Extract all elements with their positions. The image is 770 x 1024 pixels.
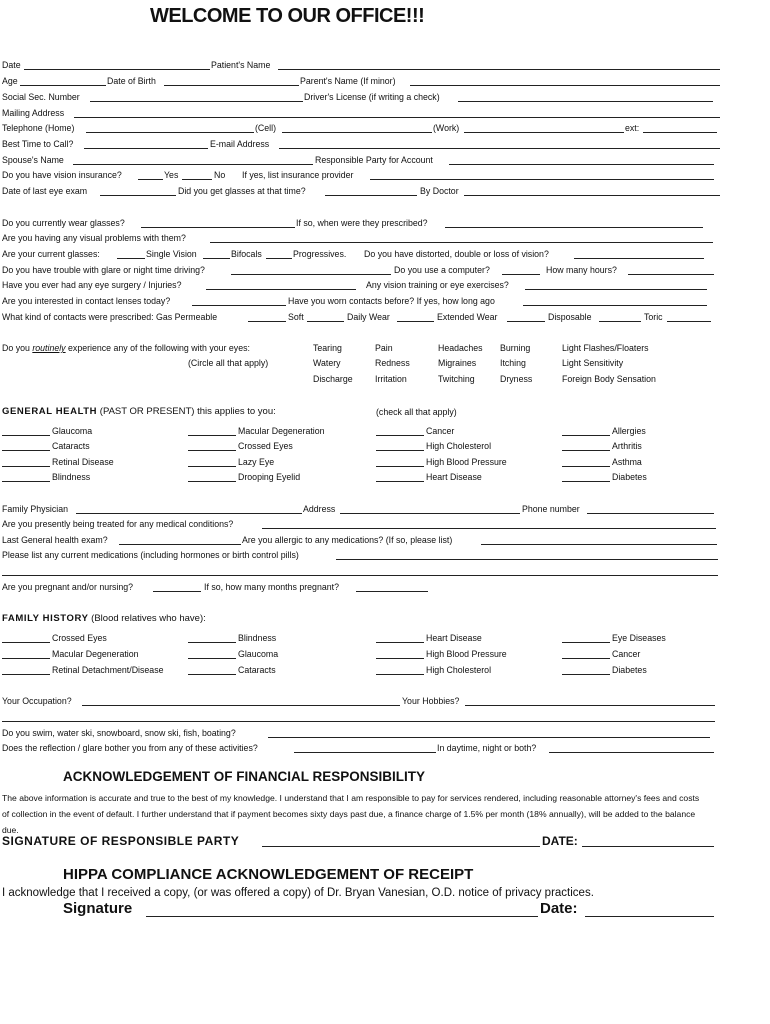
vision-training-field[interactable]: [525, 280, 707, 290]
eye-exam-label: Date of last eye exam: [2, 186, 88, 196]
address-field[interactable]: [340, 504, 520, 514]
telephone-field[interactable]: [86, 123, 254, 133]
condition-label: Retinal Detachment/Disease: [52, 665, 164, 675]
checkbox-line[interactable]: [376, 633, 424, 643]
best-time-label: Best Time to Call?: [2, 139, 74, 149]
cell-label: (Cell): [255, 123, 277, 133]
financial-date-label: DATE:: [542, 834, 578, 848]
license-field[interactable]: [458, 92, 713, 102]
condition-label: Cancer: [426, 426, 455, 436]
checkbox-line[interactable]: [562, 633, 610, 643]
extended-wear-field[interactable]: [507, 312, 545, 322]
checkbox-line[interactable]: [188, 441, 236, 451]
provider-label: If yes, list insurance provider: [242, 170, 354, 180]
months-field[interactable]: [356, 582, 428, 592]
row-contacts-kind: [0, 310, 770, 325]
row-age: [0, 74, 770, 89]
sports-field[interactable]: [268, 728, 710, 738]
phone-label: Phone number: [522, 504, 580, 514]
toric-label: Toric: [644, 312, 663, 322]
condition-label: Macular Degeneration: [52, 649, 139, 659]
condition-label: Diabetes: [612, 472, 647, 482]
worn-contacts-field[interactable]: [523, 296, 707, 306]
checkbox-line[interactable]: [2, 649, 50, 659]
progressives-field[interactable]: [266, 249, 292, 259]
reflection-label: Does the reflection / glare bother you from any of these activities?: [2, 743, 258, 753]
visual-problems-label: Are you having any visual problems with them?: [2, 233, 186, 243]
extended-wear-label: Extended Wear: [437, 312, 498, 322]
row-financial-signature: [0, 834, 770, 851]
symptom-dryness[interactable]: Dryness: [500, 374, 533, 384]
row-reflection: [0, 741, 770, 756]
address-label: Address: [303, 504, 336, 514]
cell-field[interactable]: [282, 123, 432, 133]
condition-label: Glaucoma: [52, 426, 93, 436]
pregnant-field[interactable]: [153, 582, 201, 592]
yes-label: Yes: [164, 170, 179, 180]
checkbox-line[interactable]: [562, 649, 610, 659]
checkbox-line[interactable]: [562, 665, 610, 675]
soft-label: Soft: [288, 312, 304, 322]
symptom-discharge[interactable]: Discharge: [313, 374, 353, 384]
allergic-field[interactable]: [481, 535, 717, 545]
when-label: In daytime, night or both?: [437, 743, 537, 753]
date-field[interactable]: [24, 60, 210, 70]
condition-label: Crossed Eyes: [238, 441, 293, 451]
condition-label: High Blood Pressure: [426, 457, 507, 467]
spouse-label: Spouse's Name: [2, 155, 64, 165]
symptom-redness[interactable]: Redness: [375, 358, 410, 368]
bifocals-field[interactable]: [203, 249, 230, 259]
condition-label: Blindness: [52, 472, 91, 482]
soft-field[interactable]: [307, 312, 344, 322]
condition-label: Allergies: [612, 426, 646, 436]
last-exam-label: Last General health exam?: [2, 535, 108, 545]
financial-date-field[interactable]: [582, 837, 714, 847]
medications-label: Please list any current medications (including hormones or birth control pills): [2, 550, 299, 560]
ext-label: ext:: [625, 123, 640, 133]
bifocals-label: Bifocals: [231, 249, 262, 259]
pregnant-label: Are you pregnant and/or nursing?: [2, 582, 134, 592]
occupation-field[interactable]: [82, 696, 400, 706]
progressives-label: Progressives.: [293, 249, 347, 259]
row-wear-glasses: [0, 216, 770, 231]
checkbox-line[interactable]: [2, 441, 50, 451]
insurance-yes-field[interactable]: [138, 170, 163, 180]
row-ssn: [0, 90, 770, 105]
symptom-migraines[interactable]: Migraines: [438, 358, 477, 368]
checkbox-line[interactable]: [188, 665, 236, 675]
row-medications-2: [0, 564, 770, 579]
eye-exam-field[interactable]: [100, 186, 176, 196]
row-physician: [0, 502, 770, 517]
license-label: Driver's License (if writing a check): [304, 92, 440, 102]
condition-label: Blindness: [238, 633, 277, 643]
spouse-field[interactable]: [73, 155, 313, 165]
checkbox-line[interactable]: [376, 441, 424, 451]
distorted-field[interactable]: [574, 249, 704, 259]
months-label: If so, how many months pregnant?: [204, 582, 339, 592]
mailing-label: Mailing Address: [2, 108, 65, 118]
row-telephone: [0, 121, 770, 136]
checkbox-line[interactable]: [188, 472, 236, 482]
symptoms-question-pre: Do you: [2, 343, 33, 353]
computer-field[interactable]: [502, 265, 540, 275]
checkbox-line[interactable]: [376, 665, 424, 675]
condition-label: Asthma: [612, 457, 642, 467]
disposable-label: Disposable: [548, 312, 592, 322]
general-health-sub: (PAST OR PRESENT) this applies to you:: [97, 406, 276, 417]
row-glare: [0, 263, 770, 278]
condition-label: Heart Disease: [426, 633, 482, 643]
work-label: (Work): [433, 123, 460, 133]
check-instruction: (check all that apply): [376, 407, 457, 417]
glare-label: Do you have trouble with glare or night time driving?: [2, 265, 205, 275]
hours-field[interactable]: [628, 265, 714, 275]
checkbox-line[interactable]: [188, 633, 236, 643]
glasses-time-field[interactable]: [325, 186, 417, 196]
checkbox-line[interactable]: [2, 665, 50, 675]
checkbox-line[interactable]: [2, 633, 50, 643]
prescribed-field[interactable]: [445, 218, 703, 228]
row-spouse: [0, 153, 770, 168]
phone-field[interactable]: [587, 504, 714, 514]
condition-label: Diabetes: [612, 665, 647, 675]
treated-field[interactable]: [262, 519, 716, 529]
checkbox-line[interactable]: [376, 457, 424, 467]
hippa-text: I acknowledge that I received a copy, (or was offered a copy) of Dr. Bryan Vanesian, O.D. notice of privacy practices.: [2, 887, 594, 899]
checkbox-line[interactable]: [562, 457, 610, 467]
checkbox-line[interactable]: [562, 426, 610, 436]
condition-label: Macular Degeneration: [238, 426, 325, 436]
row-best-time: [0, 137, 770, 152]
current-glasses-label: Are your current glasses:: [2, 249, 100, 259]
patient-name-label: Patient's Name: [211, 60, 271, 70]
vision-training-label: Any vision training or eye exercises?: [366, 280, 509, 290]
physician-field[interactable]: [76, 504, 302, 514]
symptoms-question: [2, 343, 250, 353]
no-label: No: [214, 170, 226, 180]
dob-field[interactable]: [164, 76, 299, 86]
row-contacts-interest: [0, 294, 770, 309]
hippa-signature-label: Signature: [63, 900, 133, 917]
symptom-burning[interactable]: Burning: [500, 343, 531, 353]
circle-instruction: (Circle all that apply): [188, 358, 269, 368]
condition-label: Drooping Eyelid: [238, 472, 301, 482]
row-visual-problems: [0, 231, 770, 246]
row-medications: [0, 548, 770, 563]
hippa-date-field[interactable]: [585, 905, 714, 917]
symptom-itching[interactable]: Itching: [500, 358, 526, 368]
insurance-label: Do you have vision insurance?: [2, 170, 122, 180]
checkbox-line[interactable]: [376, 472, 424, 482]
symptom-irritation[interactable]: Irritation: [375, 374, 407, 384]
row-sports: [0, 726, 770, 741]
checkbox-line[interactable]: [2, 426, 50, 436]
condition-label: High Cholesterol: [426, 665, 492, 675]
condition-label: Glaucoma: [238, 649, 279, 659]
symptom-light-sensitivity[interactable]: Light Sensitivity: [562, 358, 624, 368]
row-eye-exam: [0, 184, 770, 199]
email-label: E-mail Address: [210, 139, 270, 149]
row-last-exam: [0, 533, 770, 548]
hours-label: How many hours?: [546, 265, 617, 275]
last-exam-field[interactable]: [119, 535, 241, 545]
parent-name-field[interactable]: [410, 76, 720, 86]
telephone-label: Telephone (Home): [2, 123, 75, 133]
family-history-title: FAMILY HISTORY: [2, 613, 89, 624]
daily-wear-field[interactable]: [397, 312, 434, 322]
symptom-pain[interactable]: Pain: [375, 343, 393, 353]
age-label: Age: [2, 76, 18, 86]
financial-signature-field[interactable]: [262, 837, 540, 847]
symptom-tearing[interactable]: Tearing: [313, 343, 342, 353]
parent-name-label: Parent's Name (If minor): [300, 76, 396, 86]
symptom-headaches[interactable]: Headaches: [438, 343, 483, 353]
insurance-no-field[interactable]: [182, 170, 212, 180]
financial-text: The above information is accurate and true to the best of my knowledge. I understand that I am responsible to pay for services rendered, including reasonable attorney's fees and costs of collection in the event of default. I further understand that if payment becomes sixty days past due, a finance charge of 1.5% per month (18% annually), will be added to the balance due.: [2, 793, 700, 835]
row-pregnant: [0, 580, 770, 595]
prescribed-label: If so, when were they prescribed?: [296, 218, 428, 228]
physician-label: Family Physician: [2, 504, 68, 514]
row-treated: [0, 517, 770, 532]
ssn-label: Social Sec. Number: [2, 92, 80, 102]
symptom-twitching[interactable]: Twitching: [438, 374, 475, 384]
surgery-field[interactable]: [206, 280, 356, 290]
responsible-field[interactable]: [449, 155, 714, 165]
worn-contacts-label: Have you worn contacts before? If yes, how long ago: [288, 296, 495, 306]
hippa-date-label: Date:: [540, 900, 578, 917]
surgery-label: Have you ever had any eye surgery / Injuries?: [2, 280, 182, 290]
glare-field[interactable]: [231, 265, 391, 275]
condition-label: Lazy Eye: [238, 457, 275, 467]
checkbox-line[interactable]: [376, 426, 424, 436]
wear-glasses-label: Do you currently wear glasses?: [2, 218, 125, 228]
distorted-label: Do you have distorted, double or loss of vision?: [364, 249, 549, 259]
single-vision-label: Single Vision: [146, 249, 197, 259]
condition-label: Crossed Eyes: [52, 633, 107, 643]
general-health-heading: [2, 406, 276, 417]
date-label: Date: [2, 60, 21, 70]
patient-name-field[interactable]: [278, 60, 720, 70]
mailing-field[interactable]: [74, 108, 720, 118]
condition-label: Retinal Disease: [52, 457, 114, 467]
glasses-time-label: Did you get glasses at that time?: [178, 186, 306, 196]
single-vision-field[interactable]: [117, 249, 145, 259]
condition-label: High Blood Pressure: [426, 649, 507, 659]
age-field[interactable]: [20, 76, 106, 86]
checkbox-line[interactable]: [376, 649, 424, 659]
row-hippa-signature: [0, 901, 770, 921]
best-time-field[interactable]: [84, 139, 208, 149]
toric-field[interactable]: [667, 312, 711, 322]
condition-label: Eye Diseases: [612, 633, 666, 643]
family-history-sub: (Blood relatives who have):: [88, 613, 206, 624]
ext-field[interactable]: [643, 123, 717, 133]
row-date-patient: [0, 58, 770, 73]
treated-label: Are you presently being treated for any medical conditions?: [2, 519, 234, 529]
contacts-kind-label: What kind of contacts were prescribed: Gas Permeable: [2, 312, 218, 322]
checkbox-line[interactable]: [188, 426, 236, 436]
condition-label: High Cholesterol: [426, 441, 492, 451]
condition-label: Cancer: [612, 649, 641, 659]
hippa-heading: HIPPA COMPLIANCE ACKNOWLEDGEMENT OF RECEIPT: [63, 866, 474, 883]
checkbox-line[interactable]: [188, 457, 236, 467]
financial-signature-label: SIGNATURE OF RESPONSIBLE PARTY: [2, 834, 240, 848]
hobbies-label: Your Hobbies?: [402, 696, 460, 706]
allergic-label: Are you allergic to any medications? (If so, please list): [242, 535, 453, 545]
symptom-flashes[interactable]: Light Flashes/Floaters: [562, 343, 649, 353]
row-insurance: [0, 168, 770, 183]
dob-label: Date of Birth: [107, 76, 156, 86]
row-occupation: [0, 694, 770, 709]
gas-permeable-field[interactable]: [248, 312, 286, 322]
condition-label: Arthritis: [612, 441, 642, 451]
visual-problems-field[interactable]: [210, 233, 713, 243]
provider-field[interactable]: [370, 170, 714, 180]
checkbox-line[interactable]: [188, 649, 236, 659]
medications-field-2[interactable]: [2, 566, 718, 576]
hippa-signature-field[interactable]: [146, 905, 538, 917]
sports-label: Do you swim, water ski, snowboard, snow ski, fish, boating?: [2, 728, 236, 738]
work-field[interactable]: [464, 123, 624, 133]
symptoms-question-emphasis: routinely: [32, 343, 66, 353]
symptom-foreign-body[interactable]: Foreign Body Sensation: [562, 374, 656, 384]
symptoms-question-post: experience any of the following with your eyes:: [65, 343, 250, 353]
contacts-interest-field[interactable]: [192, 296, 286, 306]
medications-field[interactable]: [336, 550, 718, 560]
checkbox-line[interactable]: [2, 472, 50, 482]
general-health-title: GENERAL HEALTH: [2, 406, 98, 417]
email-field[interactable]: [279, 139, 720, 149]
when-field[interactable]: [549, 743, 714, 753]
checkbox-line[interactable]: [2, 457, 50, 467]
symptom-watery[interactable]: Watery: [313, 358, 341, 368]
by-doctor-label: By Doctor: [420, 186, 459, 196]
reflection-field[interactable]: [294, 743, 436, 753]
condition-label: Heart Disease: [426, 472, 482, 482]
ssn-field[interactable]: [90, 92, 303, 102]
disposable-field[interactable]: [599, 312, 641, 322]
condition-label: Cataracts: [52, 441, 90, 451]
wear-glasses-field[interactable]: [141, 218, 295, 228]
checkbox-line[interactable]: [562, 472, 610, 482]
by-doctor-field[interactable]: [464, 186, 720, 196]
checkbox-line[interactable]: [562, 441, 610, 451]
occupation-field-2[interactable]: [2, 712, 715, 722]
occupation-label: Your Occupation?: [2, 696, 72, 706]
computer-label: Do you use a computer?: [394, 265, 490, 275]
financial-heading: ACKNOWLEDGEMENT OF FINANCIAL RESPONSIBILITY: [63, 769, 426, 784]
row-surgery: [0, 278, 770, 293]
family-history-heading: [2, 613, 206, 624]
row-mailing: [0, 106, 770, 121]
row-current-glasses: [0, 247, 770, 262]
row-occupation-2: [0, 710, 770, 725]
responsible-label: Responsible Party for Account: [315, 155, 433, 165]
condition-label: Cataracts: [238, 665, 276, 675]
hobbies-field[interactable]: [465, 696, 715, 706]
daily-wear-label: Daily Wear: [347, 312, 390, 322]
contacts-interest-label: Are you interested in contact lenses today?: [2, 296, 171, 306]
page-title: WELCOME TO OUR OFFICE!!!: [150, 5, 425, 27]
